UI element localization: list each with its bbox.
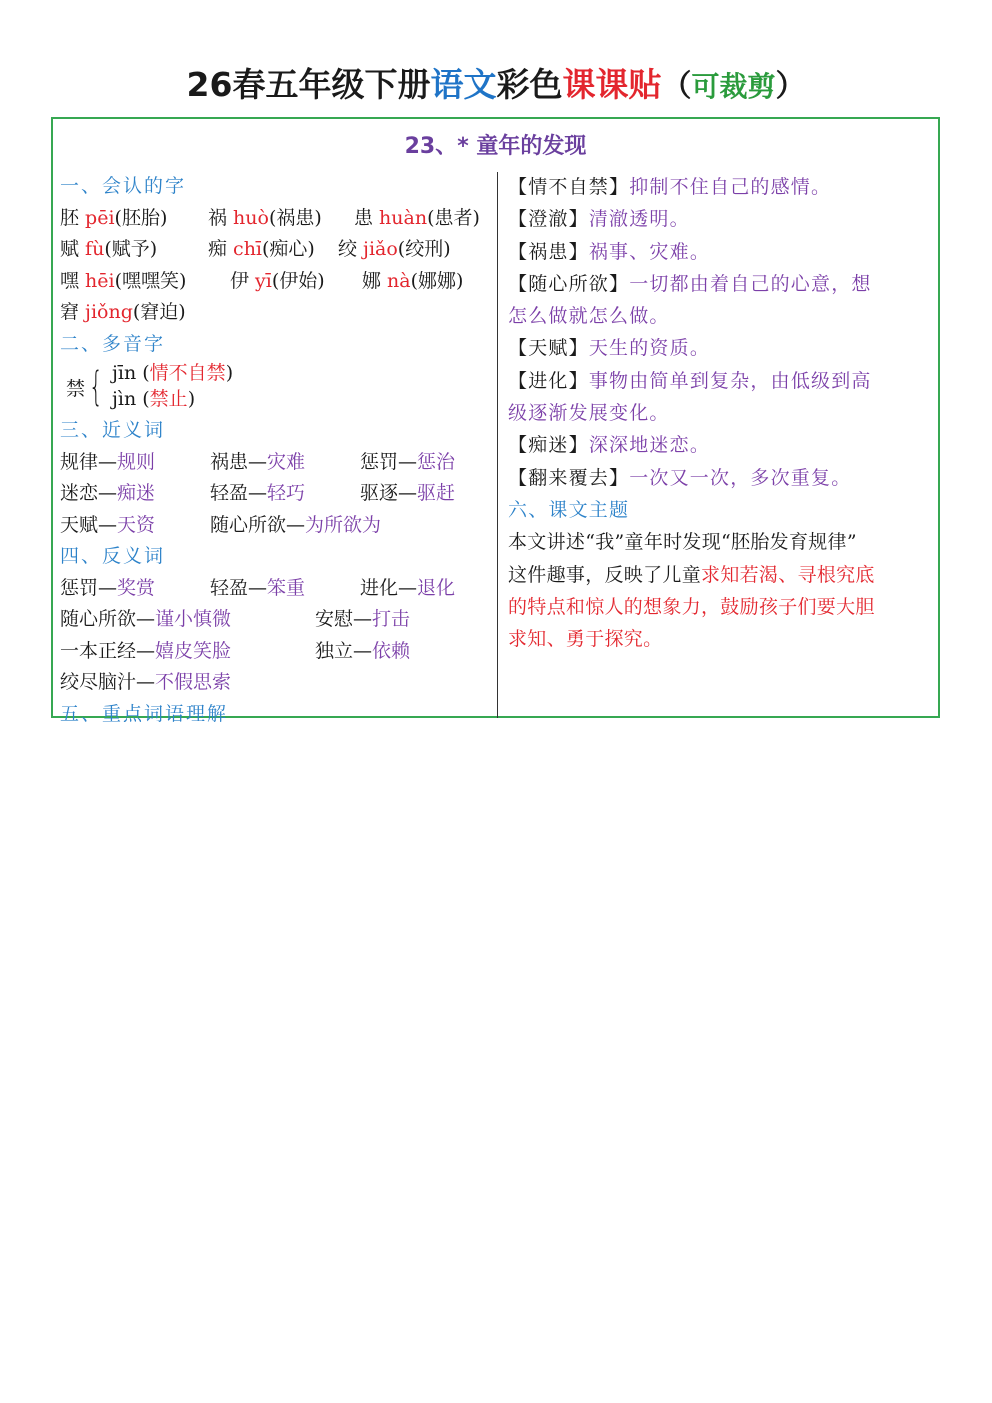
char-item bbox=[60, 266, 230, 298]
brace-icon: { bbox=[89, 364, 103, 410]
example-word: (患者) bbox=[427, 206, 480, 229]
pair-word: 轻巧 bbox=[267, 482, 306, 504]
char: 患 bbox=[354, 206, 380, 229]
word: 独立— bbox=[315, 639, 373, 662]
pinyin: jiǎo bbox=[363, 238, 398, 260]
definition: 一次又一次，多次重复。 bbox=[629, 466, 852, 489]
char: 胚 bbox=[60, 206, 86, 229]
example-word: (祸患) bbox=[268, 206, 322, 229]
polyphone-block bbox=[60, 360, 492, 415]
definition: 一切都由着自己的心意，想 bbox=[629, 272, 872, 295]
section-synonyms: 三、近义词 bbox=[60, 419, 166, 441]
synonym-row bbox=[60, 447, 492, 479]
term: 【随心所欲】 bbox=[508, 272, 630, 295]
pinyin: pēi bbox=[85, 206, 115, 229]
title-paren-close: ） bbox=[775, 69, 806, 104]
word-pair bbox=[360, 482, 455, 504]
definition: 事物由简单到复杂，由低级到高 bbox=[588, 369, 872, 392]
page-title bbox=[0, 62, 992, 110]
pair-word: 驱赶 bbox=[417, 482, 456, 504]
word-pair bbox=[210, 514, 381, 536]
char-item bbox=[354, 203, 480, 235]
char-item bbox=[60, 203, 208, 235]
char: 祸 bbox=[208, 206, 234, 229]
word-pair bbox=[210, 573, 360, 605]
char-item bbox=[338, 234, 451, 266]
section-polyphone: 二、多音字 bbox=[60, 332, 166, 355]
pinyin: fù bbox=[85, 238, 105, 260]
section-antonyms: 四、反义词 bbox=[60, 545, 166, 567]
pair-word: 嬉皮笑脸 bbox=[155, 639, 232, 662]
pair-word: 痴迷 bbox=[117, 482, 156, 504]
pinyin: hēi bbox=[85, 269, 115, 292]
pinyin: huò bbox=[233, 206, 269, 229]
char: 娜 bbox=[362, 269, 388, 292]
word-pair bbox=[210, 478, 360, 510]
pair-word: 天资 bbox=[117, 513, 156, 536]
word: 随心所欲— bbox=[210, 513, 306, 536]
example-word: 情不自禁 bbox=[149, 362, 226, 384]
char: 伊 bbox=[230, 269, 256, 292]
title-part-grade: 26春五年级下册 bbox=[186, 65, 431, 104]
char-item bbox=[208, 234, 338, 266]
antonym-row bbox=[60, 604, 492, 636]
pair-word: 笨重 bbox=[267, 576, 306, 599]
char: 赋 bbox=[60, 238, 86, 260]
word-pair bbox=[60, 604, 315, 636]
pinyin: jiǒng bbox=[85, 301, 133, 323]
polyphone-reading-1: jīn (情不自禁) bbox=[112, 362, 234, 384]
word: 随心所欲— bbox=[60, 608, 156, 630]
word: 惩罚— bbox=[360, 450, 418, 473]
word: 进化— bbox=[360, 576, 418, 599]
pair-word: 奖赏 bbox=[117, 576, 156, 599]
char: 痴 bbox=[208, 238, 234, 260]
pair-word: 退化 bbox=[417, 576, 456, 599]
antonym-row bbox=[60, 636, 492, 668]
definition-item bbox=[508, 332, 936, 364]
char-row bbox=[60, 234, 492, 266]
definition-item bbox=[508, 462, 936, 494]
theme-highlight: 求知若渴、寻根究底 bbox=[701, 563, 875, 586]
word-pair bbox=[315, 640, 410, 662]
char-item bbox=[60, 234, 208, 266]
word-pair bbox=[60, 510, 210, 542]
char-item bbox=[362, 266, 463, 298]
definition: 清澈透明。 bbox=[588, 208, 690, 231]
theme-highlight: 求知、勇于探究。 bbox=[508, 628, 663, 651]
theme-line: 的特点和惊人的想象力，鼓励孩子们要大胆 bbox=[508, 595, 875, 618]
theme-line bbox=[508, 559, 936, 591]
word: 轻盈— bbox=[210, 482, 268, 504]
example-word: (嘿嘿笑) bbox=[114, 269, 187, 292]
theme-line: 本文讲述“我”童年时发现“胚胎发育规律” bbox=[508, 531, 857, 554]
example-word: (绞刑) bbox=[397, 238, 451, 260]
word-pair bbox=[60, 671, 231, 693]
left-column bbox=[60, 171, 492, 730]
example-word: (伊始) bbox=[271, 269, 325, 292]
pair-word: 依赖 bbox=[372, 639, 411, 662]
definition-item bbox=[508, 268, 936, 300]
char: 窘 bbox=[60, 301, 86, 323]
definition-item bbox=[508, 429, 936, 461]
title-paren-open: （ bbox=[661, 69, 692, 104]
example-word: (痴心) bbox=[262, 238, 315, 260]
word: 祸患— bbox=[210, 450, 268, 473]
synonym-row bbox=[60, 478, 492, 510]
term: 【澄澈】 bbox=[508, 208, 589, 231]
word: 一本正经— bbox=[60, 639, 156, 662]
example-word: 禁止 bbox=[149, 388, 188, 410]
pinyin: yī bbox=[255, 269, 272, 292]
lesson-card bbox=[51, 117, 940, 725]
definition: 抑制不住自己的感情。 bbox=[629, 176, 832, 198]
char-row bbox=[60, 297, 492, 329]
pair-word: 不假思索 bbox=[155, 671, 232, 693]
example-word: (窘迫) bbox=[132, 301, 186, 323]
word-pair bbox=[360, 577, 455, 599]
pair-word: 谨小慎微 bbox=[155, 608, 232, 630]
definition: 祸事、灾难。 bbox=[588, 240, 711, 263]
term: 【痴迷】 bbox=[508, 434, 589, 457]
char-row bbox=[60, 203, 492, 235]
word-pair bbox=[60, 478, 210, 510]
definition-continued: 级逐渐发展变化。 bbox=[508, 402, 670, 425]
definition-item bbox=[508, 365, 936, 397]
pinyin: jìn bbox=[112, 388, 137, 410]
pair-word: 灾难 bbox=[267, 450, 306, 473]
pinyin: nà bbox=[387, 269, 411, 292]
example-word: (娜娜) bbox=[410, 269, 464, 292]
antonym-row bbox=[60, 573, 492, 605]
right-column bbox=[508, 171, 936, 655]
char-row bbox=[60, 266, 492, 298]
section-theme: 六、课文主题 bbox=[508, 498, 630, 521]
word: 迷恋— bbox=[60, 482, 118, 504]
theme-line bbox=[508, 623, 936, 655]
definition: 天生的资质。 bbox=[588, 337, 711, 360]
char-item bbox=[230, 266, 362, 298]
example-word: (赋予) bbox=[104, 238, 158, 260]
title-part-subject: 语文 bbox=[430, 65, 497, 104]
word-pair bbox=[60, 447, 210, 479]
word-pair bbox=[60, 636, 315, 668]
definition: 深深地迷恋。 bbox=[588, 434, 711, 457]
word-pair bbox=[315, 608, 410, 630]
word-pair bbox=[60, 573, 210, 605]
term: 【天赋】 bbox=[508, 337, 589, 360]
term: 【祸患】 bbox=[508, 240, 589, 263]
example-word: (胚胎) bbox=[114, 206, 168, 229]
word: 天赋— bbox=[60, 513, 118, 536]
word: 轻盈— bbox=[210, 576, 268, 599]
pair-word: 为所欲为 bbox=[305, 513, 382, 536]
term: 【翻来覆去】 bbox=[508, 466, 630, 489]
pair-word: 打击 bbox=[372, 608, 411, 630]
title-part-cuttable: 可裁剪 bbox=[691, 70, 776, 103]
word: 驱逐— bbox=[360, 482, 418, 504]
theme-text: 这件趣事，反映了儿童 bbox=[508, 563, 702, 586]
pinyin: jīn bbox=[112, 362, 137, 384]
word: 绞尽脑汁— bbox=[60, 671, 156, 693]
antonym-row bbox=[60, 667, 492, 699]
lesson-title: 23、* 童年的发现 bbox=[404, 134, 587, 159]
definition-item bbox=[508, 171, 936, 203]
pair-word: 惩治 bbox=[417, 450, 456, 473]
pinyin: chī bbox=[233, 238, 263, 260]
definition-item bbox=[508, 236, 936, 268]
definition-continued: 怎么做就怎么做。 bbox=[508, 305, 670, 328]
word-pair bbox=[210, 447, 360, 479]
word-pair bbox=[360, 451, 455, 473]
polyphone-reading-2: jìn (禁止) bbox=[112, 388, 196, 410]
char: 嘿 bbox=[60, 269, 86, 292]
word: 规律— bbox=[60, 450, 118, 473]
char: 绞 bbox=[338, 238, 364, 260]
word: 安慰— bbox=[315, 608, 373, 630]
pinyin: huàn bbox=[379, 206, 428, 229]
synonym-row bbox=[60, 510, 492, 542]
char-item bbox=[60, 297, 186, 329]
definition-item bbox=[508, 203, 936, 235]
section-key-words: 五、重点词语理解 bbox=[60, 702, 229, 725]
word: 惩罚— bbox=[60, 576, 118, 599]
term: 【进化】 bbox=[508, 369, 589, 392]
section-recognize-chars: 一、会认的字 bbox=[60, 175, 187, 197]
polyphone-char: 禁 bbox=[66, 378, 86, 400]
char-item bbox=[208, 203, 354, 235]
column-divider bbox=[497, 172, 498, 718]
title-part-color: 彩色 bbox=[496, 65, 563, 104]
term: 【情不自禁】 bbox=[508, 176, 630, 198]
pair-word: 规则 bbox=[117, 450, 156, 473]
title-part-sticker: 课课贴 bbox=[562, 65, 662, 104]
